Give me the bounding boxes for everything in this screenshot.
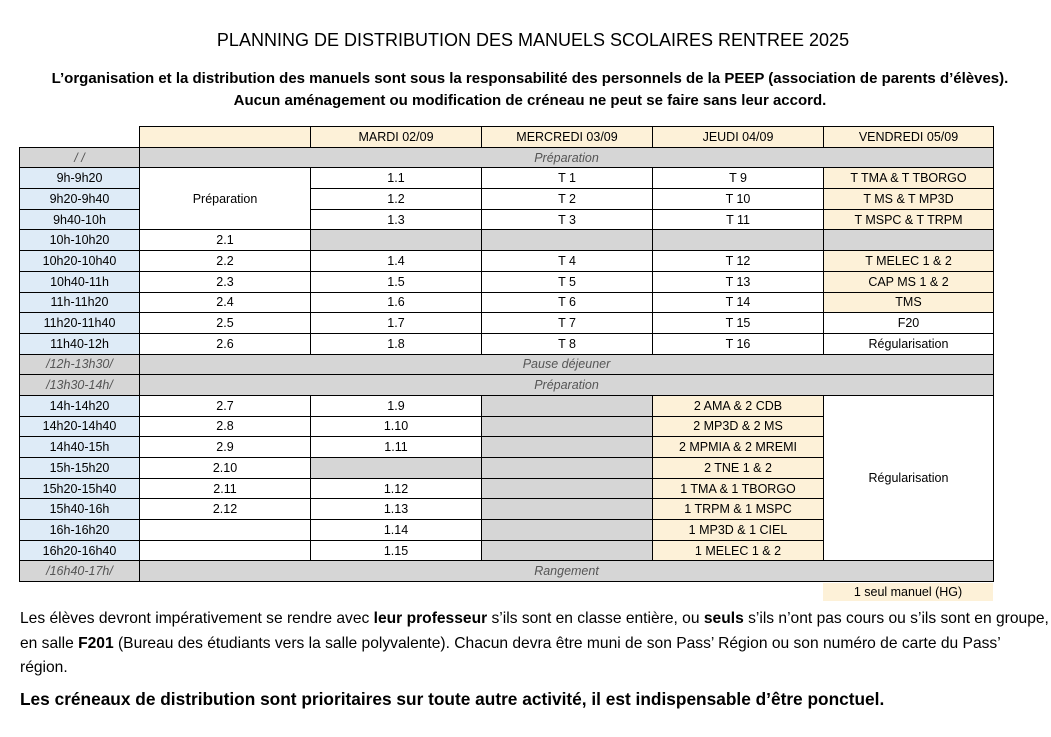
- header-mercredi: MERCREDI 03/09: [482, 127, 653, 148]
- group2-cell: 2.4: [140, 292, 311, 313]
- preparation-cell: Préparation: [140, 147, 994, 168]
- corner-cell: [20, 127, 140, 148]
- jeudi-cell: T 16: [653, 333, 824, 354]
- regularisation-merged-cell: Régularisation: [824, 395, 994, 561]
- time-cell: 10h-10h20: [20, 230, 140, 251]
- vendredi-cell: T MS & T MP3D: [824, 189, 994, 210]
- vendredi-cell: TMS: [824, 292, 994, 313]
- table-row: [20, 292, 994, 313]
- table-row: [20, 333, 994, 354]
- jeudi-cell: 1 TRPM & 1 MSPC: [653, 499, 824, 520]
- page-title: PLANNING DE DISTRIBUTION DES MANUELS SCOLAIRES RENTREE 2025: [216, 30, 850, 50]
- header-jeudi: JEUDI 04/09: [653, 127, 824, 148]
- time-cell: 15h20-15h40: [20, 478, 140, 499]
- time-cell: 15h40-16h: [20, 499, 140, 520]
- jeudi-cell: T 13: [653, 271, 824, 292]
- mardi-cell: 1.12: [311, 478, 482, 499]
- mardi-cell: 1.8: [311, 333, 482, 354]
- time-cell: 11h20-11h40: [20, 313, 140, 334]
- para-bold: F201: [78, 634, 114, 652]
- table-row: [20, 561, 994, 582]
- time-cell: 10h20-10h40: [20, 251, 140, 272]
- empty-gray-cell: [482, 458, 653, 479]
- time-cell: 16h20-16h40: [20, 540, 140, 561]
- para-bold: leur professeur: [373, 610, 488, 627]
- group2-cell: 2.5: [140, 313, 311, 334]
- time-cell: 14h40-15h: [20, 437, 140, 458]
- pause-cell: Pause déjeuner: [140, 354, 994, 375]
- mardi-cell: 1.11: [311, 437, 482, 458]
- time-cell: 14h20-14h40: [20, 416, 140, 437]
- vendredi-cell: T TMA & T TBORGO: [824, 168, 994, 189]
- vendredi-cell: Régularisation: [824, 333, 994, 354]
- table-row: [20, 230, 994, 251]
- mardi-cell: 1.5: [311, 271, 482, 292]
- empty-gray-cell: [482, 540, 653, 561]
- preparation-cell: Préparation: [140, 375, 994, 396]
- jeudi-cell: T 9: [653, 168, 824, 189]
- empty-gray-cell: [482, 395, 653, 416]
- time-cell: 11h-11h20: [20, 292, 140, 313]
- group2-cell: 2.6: [140, 333, 311, 354]
- empty-gray-cell: [482, 478, 653, 499]
- mercredi-cell: T 3: [482, 209, 653, 230]
- mardi-cell: 1.6: [311, 292, 482, 313]
- para-bold: seuls: [703, 610, 744, 627]
- jeudi-cell: T 15: [653, 313, 824, 334]
- header-empty: [140, 127, 311, 148]
- jeudi-cell: 1 TMA & 1 TBORGO: [653, 478, 824, 499]
- time-cell: 9h40-10h: [20, 209, 140, 230]
- time-cell: 16h-16h20: [20, 520, 140, 541]
- empty-gray-cell: [311, 230, 482, 251]
- mardi-cell: 1.4: [311, 251, 482, 272]
- mardi-cell: 1.2: [311, 189, 482, 210]
- group2-cell: 2.8: [140, 416, 311, 437]
- mercredi-cell: T 5: [482, 271, 653, 292]
- table-row: [20, 313, 994, 334]
- mardi-cell: 1.7: [311, 313, 482, 334]
- table-row: [20, 271, 994, 292]
- table-row: [20, 168, 994, 189]
- jeudi-cell: T 12: [653, 251, 824, 272]
- table-row: [20, 147, 994, 168]
- para-text: s’ils sont en classe entière, ou: [487, 610, 704, 627]
- preparation-merged-cell: Préparation: [140, 168, 311, 230]
- mercredi-cell: T 7: [482, 313, 653, 334]
- intro-text: L’organisation et la distribution des manuels sont sous la responsabilité des personnels de la PEEP (association de parents d’élèves). Aucun aménagement ou modification de créneau ne peut se faire sans leur accord.: [51, 70, 1009, 109]
- time-cell: /16h40-17h/: [20, 561, 140, 582]
- group2-cell: 2.7: [140, 395, 311, 416]
- time-cell: /13h30-14h/: [20, 375, 140, 396]
- time-cell: 10h40-11h: [20, 271, 140, 292]
- empty-gray-cell: [311, 458, 482, 479]
- jeudi-cell: 2 MPMIA & 2 MREMI: [653, 437, 824, 458]
- group2-cell: 2.9: [140, 437, 311, 458]
- table-row: [20, 251, 994, 272]
- mardi-cell: 1.15: [311, 540, 482, 561]
- mercredi-cell: T 8: [482, 333, 653, 354]
- time-cell: / /: [20, 147, 140, 168]
- jeudi-cell: 2 AMA & 2 CDB: [653, 395, 824, 416]
- note-badge: 1 seul manuel (HG): [823, 583, 993, 601]
- jeudi-cell: 2 MP3D & 2 MS: [653, 416, 824, 437]
- empty-gray-cell: [482, 416, 653, 437]
- jeudi-cell: 1 MP3D & 1 CIEL: [653, 520, 824, 541]
- time-cell: 9h-9h20: [20, 168, 140, 189]
- time-cell: 9h20-9h40: [20, 189, 140, 210]
- empty-gray-cell: [482, 499, 653, 520]
- mardi-cell: 1.13: [311, 499, 482, 520]
- vendredi-cell: T MSPC & T TRPM: [824, 209, 994, 230]
- group2-cell: 2.11: [140, 478, 311, 499]
- group2-cell: 2.3: [140, 271, 311, 292]
- header-vendredi: VENDREDI 05/09: [824, 127, 994, 148]
- time-cell: 15h-15h20: [20, 458, 140, 479]
- time-cell: 11h40-12h: [20, 333, 140, 354]
- mardi-cell: 1.3: [311, 209, 482, 230]
- table-row: [20, 354, 994, 375]
- empty-gray-cell: [482, 520, 653, 541]
- jeudi-cell: T 10: [653, 189, 824, 210]
- final-statement: Les créneaux de distribution sont prioritaires sur toute autre activité, il est indispensable d’être ponctuel.: [20, 689, 885, 709]
- jeudi-cell: T 11: [653, 209, 824, 230]
- jeudi-cell: T 14: [653, 292, 824, 313]
- jeudi-cell: 1 MELEC 1 & 2: [653, 540, 824, 561]
- mercredi-cell: T 6: [482, 292, 653, 313]
- rangement-cell: Rangement: [140, 561, 994, 582]
- empty-gray-cell: [824, 230, 994, 251]
- group2-cell: 2.1: [140, 230, 311, 251]
- vendredi-cell: CAP MS 1 & 2: [824, 271, 994, 292]
- para-text: (Bureau des étudiants vers la salle polyvalente). Chacun devra être muni de son Pass’ Région ou son numéro de carte du Pass’ région.: [20, 634, 1001, 676]
- schedule-table: [19, 126, 994, 582]
- instructions-paragraph: [20, 607, 1050, 681]
- empty-gray-cell: [653, 230, 824, 251]
- group2-cell: [140, 520, 311, 541]
- table-row: [20, 395, 994, 416]
- mardi-cell: 1.10: [311, 416, 482, 437]
- para-text: Les élèves devront impérativement se rendre avec: [20, 610, 374, 627]
- group2-cell: 2.12: [140, 499, 311, 520]
- mercredi-cell: T 4: [482, 251, 653, 272]
- mardi-cell: 1.9: [311, 395, 482, 416]
- vendredi-cell: T MELEC 1 & 2: [824, 251, 994, 272]
- time-cell: /12h-13h30/: [20, 354, 140, 375]
- para-text: s’ils n’ont pas cours ou s’ils sont en groupe, en salle: [20, 610, 1049, 652]
- mardi-cell: 1.1: [311, 168, 482, 189]
- time-cell: 14h-14h20: [20, 395, 140, 416]
- group2-cell: [140, 540, 311, 561]
- header-mardi: MARDI 02/09: [311, 127, 482, 148]
- mardi-cell: 1.14: [311, 520, 482, 541]
- jeudi-cell: 2 TNE 1 & 2: [653, 458, 824, 479]
- mercredi-cell: T 2: [482, 189, 653, 210]
- group2-cell: 2.10: [140, 458, 311, 479]
- header-row: [20, 127, 994, 148]
- empty-gray-cell: [482, 437, 653, 458]
- group2-cell: 2.2: [140, 251, 311, 272]
- vendredi-cell: F20: [824, 313, 994, 334]
- empty-gray-cell: [482, 230, 653, 251]
- table-row: [20, 375, 994, 396]
- mercredi-cell: T 1: [482, 168, 653, 189]
